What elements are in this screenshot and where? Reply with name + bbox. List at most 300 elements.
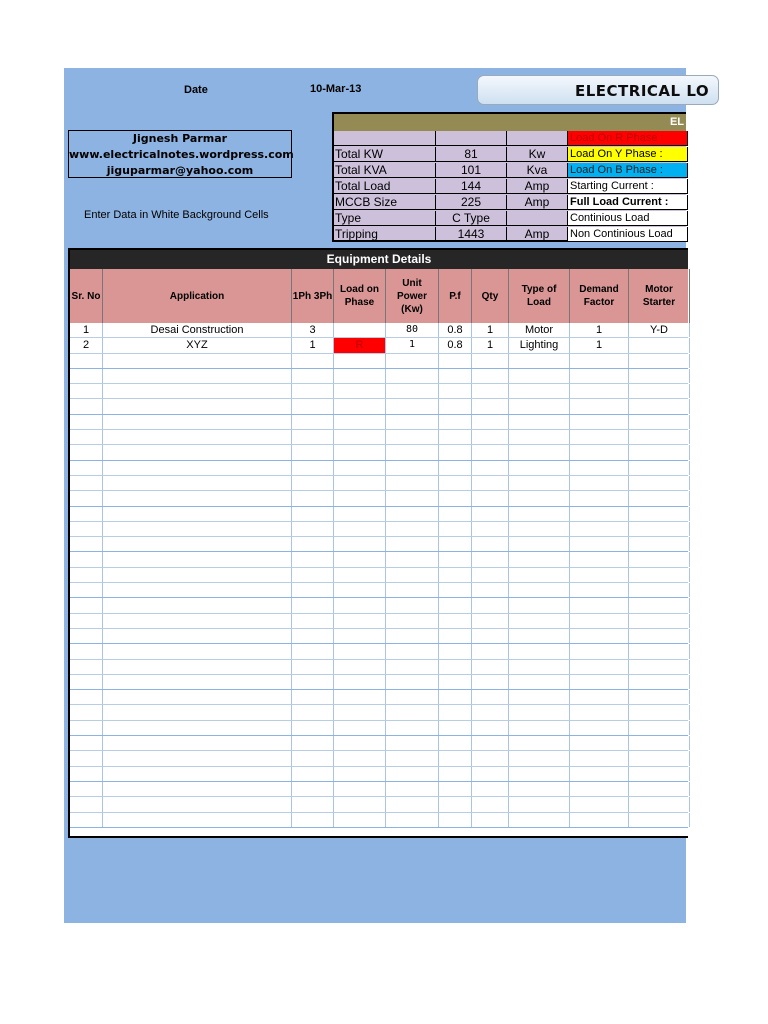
cell-qty[interactable]: 1 — [472, 338, 509, 352]
cell-starter[interactable] — [629, 690, 690, 704]
cell-type[interactable] — [509, 751, 570, 765]
cell-demand[interactable] — [570, 629, 629, 643]
cell-type[interactable] — [509, 476, 570, 490]
cell-load-phase[interactable] — [334, 369, 386, 383]
cell-phase-type[interactable] — [292, 767, 334, 781]
cell-demand[interactable] — [570, 797, 629, 811]
cell-pf[interactable] — [439, 430, 472, 444]
cell-sr[interactable] — [70, 568, 103, 582]
cell-unit-power[interactable] — [386, 598, 439, 612]
cell-phase-type[interactable] — [292, 782, 334, 796]
cell-starter[interactable] — [629, 644, 690, 658]
cell-application[interactable] — [103, 354, 292, 368]
cell-application[interactable] — [103, 415, 292, 429]
cell-phase-type[interactable] — [292, 690, 334, 704]
cell-load-phase[interactable] — [334, 568, 386, 582]
cell-unit-power[interactable] — [386, 537, 439, 551]
cell-application[interactable] — [103, 399, 292, 413]
cell-type[interactable]: Motor — [509, 323, 570, 337]
cell-demand[interactable] — [570, 491, 629, 505]
cell-phase-type[interactable] — [292, 399, 334, 413]
cell-sr[interactable] — [70, 751, 103, 765]
cell-application[interactable] — [103, 430, 292, 444]
cell-qty[interactable] — [472, 690, 509, 704]
cell-unit-power[interactable] — [386, 614, 439, 628]
cell-unit-power[interactable] — [386, 797, 439, 811]
cell-application[interactable] — [103, 736, 292, 750]
cell-demand[interactable] — [570, 583, 629, 597]
cell-type[interactable] — [509, 705, 570, 719]
cell-load-phase[interactable] — [334, 476, 386, 490]
cell-qty[interactable] — [472, 629, 509, 643]
cell-demand[interactable] — [570, 552, 629, 566]
cell-pf[interactable] — [439, 675, 472, 689]
cell-starter[interactable] — [629, 660, 690, 674]
cell-load-phase[interactable] — [334, 552, 386, 566]
cell-starter[interactable] — [629, 338, 690, 352]
cell-unit-power[interactable] — [386, 430, 439, 444]
cell-qty[interactable] — [472, 705, 509, 719]
cell-pf[interactable] — [439, 537, 472, 551]
cell-phase-type[interactable] — [292, 354, 334, 368]
cell-application[interactable] — [103, 552, 292, 566]
cell-pf[interactable] — [439, 797, 472, 811]
cell-sr[interactable] — [70, 705, 103, 719]
cell-type[interactable] — [509, 690, 570, 704]
cell-sr[interactable] — [70, 721, 103, 735]
cell-starter[interactable] — [629, 721, 690, 735]
cell-starter[interactable] — [629, 354, 690, 368]
cell-type[interactable] — [509, 552, 570, 566]
cell-starter[interactable] — [629, 476, 690, 490]
cell-demand[interactable] — [570, 767, 629, 781]
cell-unit-power[interactable] — [386, 384, 439, 398]
cell-application[interactable] — [103, 767, 292, 781]
cell-unit-power[interactable] — [386, 751, 439, 765]
cell-phase-type[interactable] — [292, 445, 334, 459]
cell-type[interactable] — [509, 399, 570, 413]
cell-pf[interactable] — [439, 598, 472, 612]
cell-type[interactable] — [509, 736, 570, 750]
cell-type[interactable] — [509, 675, 570, 689]
cell-type[interactable] — [509, 797, 570, 811]
cell-load-phase[interactable] — [334, 415, 386, 429]
cell-qty[interactable] — [472, 614, 509, 628]
cell-demand[interactable] — [570, 522, 629, 536]
cell-type[interactable] — [509, 491, 570, 505]
cell-demand[interactable] — [570, 476, 629, 490]
cell-starter[interactable] — [629, 797, 690, 811]
cell-starter[interactable] — [629, 751, 690, 765]
cell-unit-power[interactable] — [386, 629, 439, 643]
cell-qty[interactable] — [472, 782, 509, 796]
cell-demand[interactable] — [570, 537, 629, 551]
cell-application[interactable] — [103, 629, 292, 643]
cell-qty[interactable] — [472, 354, 509, 368]
cell-unit-power[interactable] — [386, 369, 439, 383]
cell-unit-power[interactable] — [386, 721, 439, 735]
cell-pf[interactable] — [439, 782, 472, 796]
cell-qty[interactable] — [472, 537, 509, 551]
cell-load-phase[interactable] — [334, 384, 386, 398]
cell-unit-power[interactable] — [386, 690, 439, 704]
cell-type[interactable] — [509, 507, 570, 521]
cell-demand[interactable] — [570, 461, 629, 475]
cell-pf[interactable] — [439, 813, 472, 827]
cell-load-phase[interactable] — [334, 461, 386, 475]
cell-unit-power[interactable]: 80 — [386, 323, 439, 337]
cell-qty[interactable] — [472, 445, 509, 459]
cell-application[interactable] — [103, 522, 292, 536]
cell-phase-type[interactable] — [292, 598, 334, 612]
cell-load-phase[interactable] — [334, 660, 386, 674]
cell-phase-type[interactable] — [292, 705, 334, 719]
cell-demand[interactable]: 1 — [570, 338, 629, 352]
cell-sr[interactable] — [70, 813, 103, 827]
cell-phase-type[interactable] — [292, 552, 334, 566]
cell-qty[interactable] — [472, 660, 509, 674]
cell-application[interactable] — [103, 813, 292, 827]
cell-phase-type[interactable] — [292, 384, 334, 398]
cell-application[interactable] — [103, 660, 292, 674]
cell-type[interactable] — [509, 782, 570, 796]
cell-phase-type[interactable] — [292, 537, 334, 551]
cell-demand[interactable] — [570, 399, 629, 413]
cell-demand[interactable] — [570, 705, 629, 719]
cell-sr[interactable] — [70, 552, 103, 566]
cell-qty[interactable] — [472, 476, 509, 490]
cell-qty[interactable] — [472, 369, 509, 383]
cell-type[interactable] — [509, 430, 570, 444]
cell-application[interactable] — [103, 461, 292, 475]
cell-sr[interactable] — [70, 491, 103, 505]
cell-pf[interactable] — [439, 415, 472, 429]
cell-pf[interactable] — [439, 445, 472, 459]
cell-qty[interactable] — [472, 767, 509, 781]
cell-sr[interactable] — [70, 430, 103, 444]
cell-application[interactable] — [103, 384, 292, 398]
cell-pf[interactable] — [439, 354, 472, 368]
cell-demand[interactable] — [570, 782, 629, 796]
cell-unit-power[interactable] — [386, 354, 439, 368]
cell-sr[interactable] — [70, 537, 103, 551]
cell-phase-type[interactable] — [292, 476, 334, 490]
cell-sr[interactable] — [70, 782, 103, 796]
cell-type[interactable] — [509, 369, 570, 383]
cell-phase-type[interactable] — [292, 614, 334, 628]
cell-demand[interactable] — [570, 721, 629, 735]
cell-qty[interactable]: 1 — [472, 323, 509, 337]
cell-unit-power[interactable] — [386, 552, 439, 566]
cell-demand[interactable] — [570, 675, 629, 689]
cell-qty[interactable] — [472, 522, 509, 536]
cell-sr[interactable] — [70, 399, 103, 413]
cell-load-phase[interactable]: R — [334, 338, 386, 352]
cell-pf[interactable] — [439, 614, 472, 628]
cell-type[interactable] — [509, 583, 570, 597]
cell-sr[interactable]: 1 — [70, 323, 103, 337]
cell-phase-type[interactable] — [292, 507, 334, 521]
cell-application[interactable]: Desai Construction — [103, 323, 292, 337]
cell-load-phase[interactable] — [334, 491, 386, 505]
cell-pf[interactable]: 0.8 — [439, 323, 472, 337]
cell-phase-type[interactable] — [292, 461, 334, 475]
cell-pf[interactable] — [439, 644, 472, 658]
cell-pf[interactable] — [439, 522, 472, 536]
cell-starter[interactable] — [629, 522, 690, 536]
cell-phase-type[interactable] — [292, 736, 334, 750]
cell-starter[interactable] — [629, 445, 690, 459]
cell-qty[interactable] — [472, 813, 509, 827]
cell-qty[interactable] — [472, 415, 509, 429]
cell-phase-type[interactable] — [292, 629, 334, 643]
cell-phase-type[interactable]: 1 — [292, 338, 334, 352]
cell-type[interactable] — [509, 384, 570, 398]
cell-load-phase[interactable] — [334, 614, 386, 628]
cell-demand[interactable] — [570, 644, 629, 658]
cell-phase-type[interactable] — [292, 797, 334, 811]
cell-phase-type[interactable] — [292, 568, 334, 582]
cell-application[interactable] — [103, 614, 292, 628]
cell-starter[interactable] — [629, 430, 690, 444]
cell-pf[interactable] — [439, 767, 472, 781]
cell-application[interactable] — [103, 491, 292, 505]
cell-qty[interactable] — [472, 568, 509, 582]
cell-load-phase[interactable] — [334, 629, 386, 643]
cell-unit-power[interactable] — [386, 813, 439, 827]
cell-sr[interactable] — [70, 660, 103, 674]
cell-unit-power[interactable] — [386, 491, 439, 505]
cell-unit-power[interactable] — [386, 660, 439, 674]
cell-unit-power[interactable] — [386, 476, 439, 490]
cell-sr[interactable] — [70, 767, 103, 781]
cell-starter[interactable] — [629, 537, 690, 551]
cell-pf[interactable] — [439, 384, 472, 398]
cell-application[interactable] — [103, 445, 292, 459]
cell-demand[interactable] — [570, 369, 629, 383]
cell-pf[interactable] — [439, 399, 472, 413]
cell-pf[interactable] — [439, 705, 472, 719]
cell-sr[interactable] — [70, 583, 103, 597]
cell-sr[interactable] — [70, 369, 103, 383]
cell-pf[interactable] — [439, 476, 472, 490]
cell-application[interactable] — [103, 675, 292, 689]
cell-pf[interactable] — [439, 369, 472, 383]
cell-sr[interactable] — [70, 598, 103, 612]
cell-unit-power[interactable] — [386, 782, 439, 796]
cell-qty[interactable] — [472, 491, 509, 505]
cell-starter[interactable] — [629, 461, 690, 475]
cell-unit-power[interactable] — [386, 568, 439, 582]
cell-unit-power[interactable] — [386, 644, 439, 658]
cell-starter[interactable] — [629, 507, 690, 521]
cell-qty[interactable] — [472, 644, 509, 658]
cell-phase-type[interactable] — [292, 415, 334, 429]
cell-qty[interactable] — [472, 461, 509, 475]
cell-phase-type[interactable] — [292, 675, 334, 689]
cell-application[interactable] — [103, 705, 292, 719]
cell-pf[interactable] — [439, 552, 472, 566]
cell-sr[interactable] — [70, 507, 103, 521]
cell-qty[interactable] — [472, 430, 509, 444]
cell-unit-power[interactable] — [386, 415, 439, 429]
cell-sr[interactable] — [70, 629, 103, 643]
cell-starter[interactable] — [629, 813, 690, 827]
cell-load-phase[interactable] — [334, 705, 386, 719]
cell-starter[interactable] — [629, 491, 690, 505]
cell-unit-power[interactable] — [386, 399, 439, 413]
cell-sr[interactable] — [70, 476, 103, 490]
cell-load-phase[interactable] — [334, 736, 386, 750]
cell-pf[interactable] — [439, 583, 472, 597]
cell-qty[interactable] — [472, 552, 509, 566]
date-value[interactable]: 10-Mar-13 — [310, 83, 362, 95]
cell-application[interactable] — [103, 583, 292, 597]
cell-sr[interactable] — [70, 384, 103, 398]
cell-type[interactable] — [509, 598, 570, 612]
cell-load-phase[interactable] — [334, 323, 386, 337]
cell-type[interactable] — [509, 354, 570, 368]
cell-qty[interactable] — [472, 675, 509, 689]
cell-application[interactable] — [103, 507, 292, 521]
cell-starter[interactable] — [629, 583, 690, 597]
cell-application[interactable] — [103, 797, 292, 811]
cell-type[interactable] — [509, 522, 570, 536]
cell-type[interactable] — [509, 767, 570, 781]
cell-load-phase[interactable] — [334, 751, 386, 765]
cell-starter[interactable] — [629, 399, 690, 413]
cell-type[interactable] — [509, 629, 570, 643]
cell-type[interactable] — [509, 568, 570, 582]
cell-application[interactable] — [103, 537, 292, 551]
cell-unit-power[interactable] — [386, 675, 439, 689]
cell-unit-power[interactable] — [386, 705, 439, 719]
cell-application[interactable] — [103, 644, 292, 658]
cell-sr[interactable] — [70, 522, 103, 536]
cell-sr[interactable] — [70, 461, 103, 475]
cell-qty[interactable] — [472, 598, 509, 612]
cell-qty[interactable] — [472, 583, 509, 597]
cell-load-phase[interactable] — [334, 583, 386, 597]
cell-starter[interactable] — [629, 782, 690, 796]
cell-unit-power[interactable] — [386, 445, 439, 459]
cell-demand[interactable] — [570, 568, 629, 582]
cell-phase-type[interactable] — [292, 491, 334, 505]
cell-load-phase[interactable] — [334, 507, 386, 521]
cell-pf[interactable] — [439, 491, 472, 505]
cell-qty[interactable] — [472, 797, 509, 811]
cell-sr[interactable] — [70, 644, 103, 658]
cell-load-phase[interactable] — [334, 782, 386, 796]
cell-demand[interactable] — [570, 445, 629, 459]
cell-type[interactable] — [509, 614, 570, 628]
cell-application[interactable] — [103, 476, 292, 490]
cell-starter[interactable] — [629, 552, 690, 566]
cell-qty[interactable] — [472, 736, 509, 750]
cell-demand[interactable] — [570, 736, 629, 750]
cell-load-phase[interactable] — [334, 721, 386, 735]
cell-type[interactable] — [509, 813, 570, 827]
cell-load-phase[interactable] — [334, 354, 386, 368]
cell-type[interactable] — [509, 660, 570, 674]
cell-demand[interactable] — [570, 751, 629, 765]
cell-phase-type[interactable] — [292, 721, 334, 735]
cell-sr[interactable] — [70, 415, 103, 429]
cell-demand[interactable] — [570, 660, 629, 674]
cell-pf[interactable] — [439, 721, 472, 735]
cell-demand[interactable] — [570, 507, 629, 521]
cell-sr[interactable] — [70, 354, 103, 368]
cell-type[interactable] — [509, 721, 570, 735]
cell-phase-type[interactable] — [292, 522, 334, 536]
cell-phase-type[interactable] — [292, 644, 334, 658]
cell-load-phase[interactable] — [334, 797, 386, 811]
cell-application[interactable] — [103, 751, 292, 765]
cell-phase-type[interactable] — [292, 660, 334, 674]
cell-demand[interactable] — [570, 813, 629, 827]
cell-application[interactable] — [103, 369, 292, 383]
cell-phase-type[interactable] — [292, 583, 334, 597]
cell-pf[interactable] — [439, 736, 472, 750]
cell-pf[interactable] — [439, 660, 472, 674]
cell-qty[interactable] — [472, 721, 509, 735]
cell-unit-power[interactable] — [386, 507, 439, 521]
cell-pf[interactable] — [439, 751, 472, 765]
cell-demand[interactable] — [570, 354, 629, 368]
cell-starter[interactable] — [629, 369, 690, 383]
cell-demand[interactable] — [570, 614, 629, 628]
cell-phase-type[interactable] — [292, 430, 334, 444]
cell-load-phase[interactable] — [334, 675, 386, 689]
cell-type[interactable] — [509, 415, 570, 429]
cell-sr[interactable] — [70, 614, 103, 628]
cell-unit-power[interactable]: 1 — [386, 338, 439, 352]
cell-unit-power[interactable] — [386, 767, 439, 781]
cell-pf[interactable] — [439, 690, 472, 704]
cell-starter[interactable]: Y-D — [629, 323, 690, 337]
cell-qty[interactable] — [472, 507, 509, 521]
cell-phase-type[interactable] — [292, 813, 334, 827]
cell-unit-power[interactable] — [386, 461, 439, 475]
cell-qty[interactable] — [472, 384, 509, 398]
cell-application[interactable] — [103, 598, 292, 612]
cell-starter[interactable] — [629, 614, 690, 628]
cell-load-phase[interactable] — [334, 522, 386, 536]
cell-demand[interactable] — [570, 384, 629, 398]
cell-sr[interactable] — [70, 675, 103, 689]
cell-starter[interactable] — [629, 629, 690, 643]
cell-sr[interactable] — [70, 736, 103, 750]
cell-unit-power[interactable] — [386, 583, 439, 597]
cell-starter[interactable] — [629, 705, 690, 719]
cell-sr[interactable] — [70, 445, 103, 459]
cell-starter[interactable] — [629, 736, 690, 750]
cell-demand[interactable] — [570, 415, 629, 429]
cell-load-phase[interactable] — [334, 813, 386, 827]
cell-phase-type[interactable] — [292, 751, 334, 765]
cell-pf[interactable] — [439, 568, 472, 582]
cell-load-phase[interactable] — [334, 537, 386, 551]
cell-starter[interactable] — [629, 568, 690, 582]
cell-application[interactable]: XYZ — [103, 338, 292, 352]
cell-pf[interactable]: 0.8 — [439, 338, 472, 352]
cell-pf[interactable] — [439, 629, 472, 643]
cell-sr[interactable] — [70, 797, 103, 811]
cell-application[interactable] — [103, 690, 292, 704]
cell-unit-power[interactable] — [386, 522, 439, 536]
cell-load-phase[interactable] — [334, 430, 386, 444]
cell-starter[interactable] — [629, 675, 690, 689]
